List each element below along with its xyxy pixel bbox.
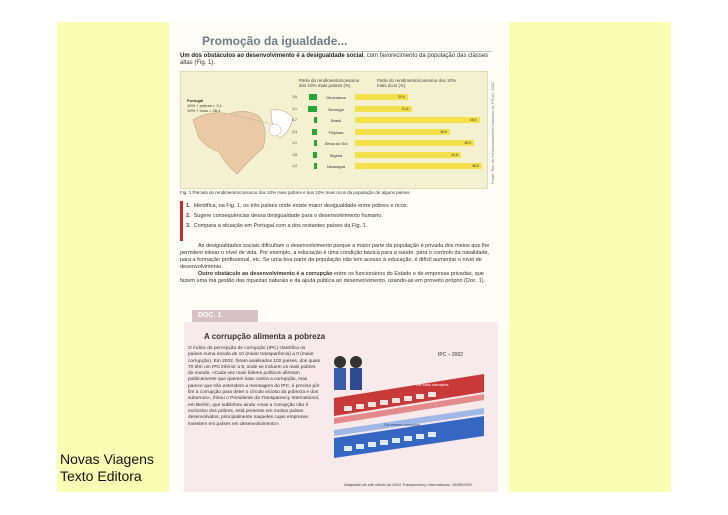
ipc-illustration [324, 348, 494, 488]
right-yellow-panel [509, 22, 671, 492]
poor-share-value: 0,7 [292, 118, 297, 122]
left-yellow-panel [57, 22, 169, 492]
rich-share-value: 48,0 [469, 118, 477, 122]
country-name: Brasil [330, 118, 341, 123]
right-column-head: Parte do rendimento/consumo dos 10% mais ricos (%) [377, 78, 457, 88]
body-text [180, 243, 500, 285]
poor-share-bar [314, 163, 317, 169]
country-name: Filipinas [328, 129, 344, 135]
rich-share-value: 48,8 [471, 164, 479, 168]
paragraph-1: As desigualdades sociais dificultam o desenvolvimento porque a maior parte da população é privada dos meios que lhe permitem elevar o nível de vida. Por exemplo, a educação é uma condição básica para a saúde, para o controlo da natalidade, para a formação profissional, etc. Se uma boa parte da população não tem acesso à educação, é difícil aumentar o nível de desenvolvimento. [180, 243, 490, 270]
intro-rest: , com favorecimento da população das classes altas (Fig. 1). [180, 53, 489, 66]
figure-1 [180, 71, 488, 189]
poor-share-value: 2,3 [292, 129, 297, 134]
question-number: 2. [186, 213, 191, 219]
country-name: Noruega [328, 106, 344, 112]
poor-share-bar [308, 106, 317, 112]
question-text: Compara a situação em Portugal com a dos restantes países da Fig. 1. [193, 223, 368, 229]
figure-credit: Fonte: Rel. do Desenvolvimento Humano do PNUD, 2002 [490, 81, 495, 184]
poor-share-bar [313, 152, 317, 158]
rich-share-bar [355, 140, 474, 146]
page-title: Promoção da igualdade... [202, 34, 348, 48]
poor-share-bar [312, 129, 317, 135]
poor-share-bar [314, 117, 317, 123]
question-list [186, 201, 496, 231]
figure-caption: Fig. 1 Parcela do rendimento/consumo dos 10% mais pobres e dos 10% mais ricos da população de alguns países. [180, 190, 411, 195]
poor-share-bar [314, 140, 317, 146]
question-text: Sugere consequências dessa desigualdade para o desenvolvimento humano. [193, 213, 383, 219]
doc-title: A corrupção alimenta a pobreza [204, 332, 326, 341]
poor-share-value: 1,6 [292, 152, 297, 157]
ipc-title: IPC – 2002 [438, 352, 464, 358]
poor-share-value: 4,1 [292, 106, 297, 111]
portugal-poor: 10% + pobres = 3,1 [187, 103, 222, 108]
rich-share-bar [355, 163, 482, 169]
intro-bold: Um dos obstáculos ao desenvolvimento é a desigualdade social [180, 53, 364, 59]
rich-share-value: 40,8 [451, 152, 458, 157]
questions-marker [180, 201, 183, 241]
rich-share-bar [355, 117, 480, 123]
question-text: Identifica, na Fig. 1, os três países onde existe maior desigualdade entre pobres e ricos. [193, 203, 409, 209]
rich-share-value: 45,9 [464, 141, 472, 145]
rich-share-value: 20,5 [398, 95, 406, 99]
question-item [186, 211, 496, 221]
doc-source: Adaptado do site oficial da ONG Transparency International, 28/08/2002. [344, 482, 473, 487]
rich-share-value: 36,6 [440, 129, 447, 134]
paragraph-2-rest: entre os funcionários do Estado e de empresas privadas, que fazem uma má gestão das riquezas naturais e da ajuda pública ao desenvolvimento, usando-as em proveito próprio (Doc. 1). [180, 271, 486, 284]
poor-share-value: 1,1 [292, 141, 297, 145]
country-name: Nigéria [329, 152, 343, 158]
doc-text: O índice de percepção de corrupção (IPC) classifica os países numa escala de 10 (maior transparência) a 0 (maior corrupção). Em 2002, foram analisados 102 países, dos quais 70 têm um IPC inferior a 5, onde se incluem os mais pobres do mundo. «Cada vez mais líderes políticos afirmam publicamente que querem lutar contra a corrupção, mas parece que não entendem a mensagem do IPC: é preciso pôr fim à corrupção para deter o círculo vicioso da pobreza e dos subornos», frisou o Presidente da Transparency International, em Berlim, que sublinhou ainda «mas a corrupção não é exclusivo dos pobres, está presente em muitos países desenvolvidos, principalmente naqueles cujas empresas investem em países em desenvolvimento». [188, 346, 320, 427]
intro-text [180, 53, 502, 67]
paragraph-2 [180, 271, 500, 285]
footer-line-1: Novas Viagens [60, 451, 154, 467]
poor-share-bar [309, 94, 317, 100]
question-number: 1. [186, 203, 191, 209]
rich-share-value: 21,8 [401, 106, 409, 111]
country-name: Dinamarca [326, 95, 346, 100]
ipc-artwork [324, 348, 494, 478]
question-item [186, 221, 496, 231]
portugal-legend [187, 98, 222, 113]
band-least-corrupt: Os menos corruptos [384, 422, 421, 427]
poor-share-value: 3,6 [292, 95, 297, 99]
country-name: Nicarágua [326, 164, 346, 169]
document-box [184, 322, 498, 492]
rich-share-bar [355, 129, 450, 135]
textbook-page [170, 22, 509, 492]
band-most-corrupt: Os mais corruptos [416, 382, 449, 387]
paragraph-2-bold: Outro obstáculo ao desenvolvimento é a corrupção [198, 271, 333, 277]
question-item [186, 201, 496, 211]
country-name: África do Sul [324, 141, 348, 146]
portugal-rich: 10% + ricos = 28,4 [187, 108, 221, 113]
doc-tag: DOC. 1 [192, 310, 258, 322]
rich-share-bar [355, 152, 461, 158]
title-rule [202, 51, 492, 52]
portugal-label: Portugal [187, 98, 204, 103]
poor-share-value: 1,2 [292, 164, 297, 168]
left-column-head: Parte do rendimento/consumo dos 10% mais pobres (%) [299, 78, 360, 88]
question-number: 3. [186, 223, 191, 229]
footer-line-2: Texto Editora [60, 468, 142, 484]
publisher-footer [60, 451, 154, 485]
